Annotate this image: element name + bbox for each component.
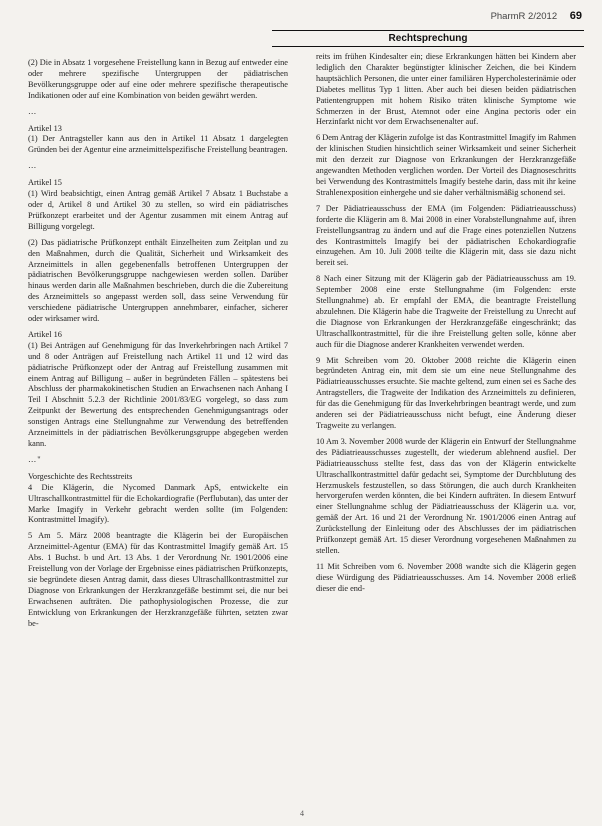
right-column [316, 52, 576, 806]
paragraph: 7 Der Pädiatrieausschuss der EMA (im Folgenden: Pädiatrieausschuss) forderte die Klägerin am 8. Mai 2008 in einer Vorabstellungnahme auf, ihren Freistellungsantrag zu ändern und auf die Frage eines potenziellen Nutzens des Kontrastmittels Imagify bei der pädiatrischen Echokardiografie einzugehen. Am 10. Juli 2008 teilte die Klägerin mit, dass sie dazu nicht bereit sei. [316, 203, 576, 268]
paragraph: 8 Nach einer Sitzung mit der Klägerin gab der Pädiatrieausschuss am 19. September 2008 eine erste Stellungnahme (im Folgenden: erste Stellungnahme) ab. Er empfahl der EMA, die beantragte Freistellung abzulehnen. Die Klägerin habe die Tragweite der Freistellung zu Unrecht auf die Diagnose von Erkrankungen der Herzkranzgefäße eingeschränkt; das Ultraschallkontrastmittel, für die ihre Freistellung gelten solle, könne aber auch für die Diagnose anderer Krankheiten verwendet werden. [316, 274, 576, 349]
article-heading: Artikel 15 [28, 178, 62, 188]
paragraph: (1) Wird beabsichtigt, einen Antrag gemäß Artikel 7 Absatz 1 Buchstabe a oder d, Artikel 8 und Artikel 30 zu stellen, so wird ein pädiatrisches Prüfkonzept erarbeitet und der Agentur zusammen mit einem Antrag auf Billigung vorgelegt. [28, 189, 288, 231]
page-header [491, 10, 582, 22]
paragraph: 9 Mit Schreiben vom 20. Oktober 2008 reichte die Klägerin einen begründeten Antrag ein, mit dem sie um eine neue Stellungnahme des Pädiatrieausschusses ersuchte. Sie machte geltend, zum einen sei es Sache des Antragstellers, die Tragweite der Indikation des Arzneimittels zu definieren, für das die Genehmigung für das Inverkehrbringen beantragt werde, und zum anderen sei der Pädiatrieausschuss nicht befugt, eine Änderung dieser Tragweite zu verlangen. [316, 355, 576, 430]
page-number: 69 [569, 10, 582, 22]
paragraph: 6 Dem Antrag der Klägerin zufolge ist das Kontrastmittel Imagify im Rahmen der klinischen Studien hinsichtlich seiner Wirksamkeit und seiner Sicherheit mit den derzeit zur Diagnose von Erkrankungen der Herzkranzgefäße angewandten Methoden verglichen worden. Der Vorteil des Diagnoseschritts bei Verwendung des Kontrastmittels Imagify bestehe darin, dass mit ihr keine Strahlenexposition einhergehe und sie daher verhältnismäßig schonend sei. [316, 133, 576, 197]
paragraph: 5 Am 5. März 2008 beantragte die Klägerin bei der Europäischen Arzneimittel-Agentur (EMA) für das Kontrastmittel Imagify gemäß Art. 15 Abs. 1 Buchst. b und Art. 13 Abs. 1 der Verordnung Nr. 1901/2006 eine Freistellung von der Vorlage der Ergebnisse eines pädiatrischen Prüfkonzepts, sie begründete diesen Antrag damit, dass dieses Ultraschallkontrastmittel zur Diagnose von Erkrankungen der Herzkranzgefäße bestimmt sei, die nur bei Erwachsenen aufträten. Die pathophysiologischen Prozesse, die zur Entwicklung von Erkrankungen der Herzkranzgefäße führten, setzten zwar be- [28, 531, 288, 628]
paragraph: (1) Bei Anträgen auf Genehmigung für das Inverkehrbringen nach Artikel 7 und 8 oder Anträgen auf Freistellung nach Artikel 11 und 12 wird das pädiatrische Prüfkonzept oder der Antrag auf Freistellung zusammen mit einem Antrag auf Billigung – außer in begründeten Fällen – spätestens bei Abschluss der pharmakokinetischen Studien an Erwachsenen nach Anhang I Teil I Abschnitt 5.2.3 der Richtlinie 2001/83/EG vorgelegt, so dass zum Zeitpunkt der Bewertung des entsprechenden Genehmigungsantrags oder sonstigen Antrags eine Stellungnahme zur Verwendung des betreffenden Arzneimittels in der pädiatrischen Bevölkerungsgruppe abgegeben werden kann. [28, 340, 288, 448]
paragraph: (2) Die in Absatz 1 vorgesehene Freistellung kann in Bezug auf entweder eine oder mehrere spezifische Untergruppen der pädiatrischen Bevölkerungsgruppe oder auf eine oder mehrere spezifische therapeutische Indikationen oder auf eine Kombination von beiden gewährt werden. [28, 58, 288, 100]
article-heading: Artikel 13 [28, 123, 62, 133]
article-heading: Vorgeschichte des Rechtsstreits [28, 471, 133, 481]
paragraph: (1) Der Antragsteller kann aus den in Artikel 11 Absatz 1 dargelegten Gründen bei der Agentur eine arzneimittelspezifische Freistellung beantragen. [28, 134, 288, 155]
left-column [28, 58, 288, 806]
paragraph: 10 Am 3. November 2008 wurde der Klägerin ein Entwurf der Stellungnahme des Pädiatrieausschusses zugestellt, der wiederum ablehnend ausfiel. Der Pädiatrieausschuss stellte fest, dass das von der Klägerin entwickelte Ultraschallkontrastmittel dafür gedacht sei, Symptome der Durchblutung des Herzmuskels festzustellen, so dass Störungen, die auch durch Krankheiten hervorgerufen werden könnten, die bei Kindern aufträten. In diesem Entwurf einer Stellungnahme schlug der Pädiatrieausschuss der Klägerin u.a. vor, gemäß der Art. 16 und 21 der Verordnung Nr. 1901/2006 einen Antrag auf Zurückstellung der Einleitung oder des Abschlusses der im pädiatrischen Prüfkonzept gemäß Art. 15 dieser Verordnung vorgesehenen Maßnahmen zu stellen. [316, 436, 576, 555]
paragraph: (2) Das pädiatrische Prüfkonzept enthält Einzelheiten zum Zeitplan und zu den Maßnahmen, durch die Qualität, Sicherheit und Wirksamkeit des Arzneimittels in allen gegebenenfalls betroffenen Untergruppen der pädiatrischen Bevölkerungsgruppe nachgewiesen werden sollen. Darüber hinaus werden darin alle Maßnahmen beschrieben, durch die die Zubereitung des Arzneimittels so angepasst werden soll, dass seine Verwendung für verschiedene pädiatrische Untergruppen annehmbarer, einfacher, sicherer oder wirksamer wird. [28, 237, 288, 324]
article-heading: Artikel 16 [28, 329, 62, 339]
paragraph: 11 Mit Schreiben vom 6. November 2008 wandte sich die Klägerin gegen diese Würdigung des Pädiatrieausschusses. Am 14. November 2008 erließ dieser die end- [316, 561, 576, 593]
footer-mark: 4 [300, 809, 304, 818]
journal-reference: PharmR 2/2012 [490, 11, 558, 22]
paragraph: reits im frühen Kindesalter ein; diese Erkrankungen hätten bei Kindern aber lediglich den Charakter begünstigter klinischer Zeichen, die bei Kindern hauptsächlich Personen, die unter einer familiären Hypercholesterinämie oder Diabetes mellitus Typ 1 litten. Aber auch bei diesen beiden pädiatrischen Patientengruppen mit hohem Risiko träten klinische Symptome wie Schmerzen in der Brust, Atemnot oder eine Angina pectoris oder ein Herzinfarkt nicht vor dem Erwachsenenalter auf. [316, 52, 576, 127]
ellipsis: … [28, 106, 38, 116]
paragraph: 4 Die Klägerin, die Nycomed Danmark ApS, entwickelte ein Ultraschallkontrastmittel für die Echokardiografie (Perflubutan), das unter der Marke Imagify in Verkehr gebracht werden sollte (im Folgenden: Kontrastmittel Imagify). [28, 482, 288, 525]
ellipsis: … [28, 161, 38, 171]
section-title: Rechtsprechung [272, 30, 584, 47]
ellipsis: …" [28, 454, 42, 464]
